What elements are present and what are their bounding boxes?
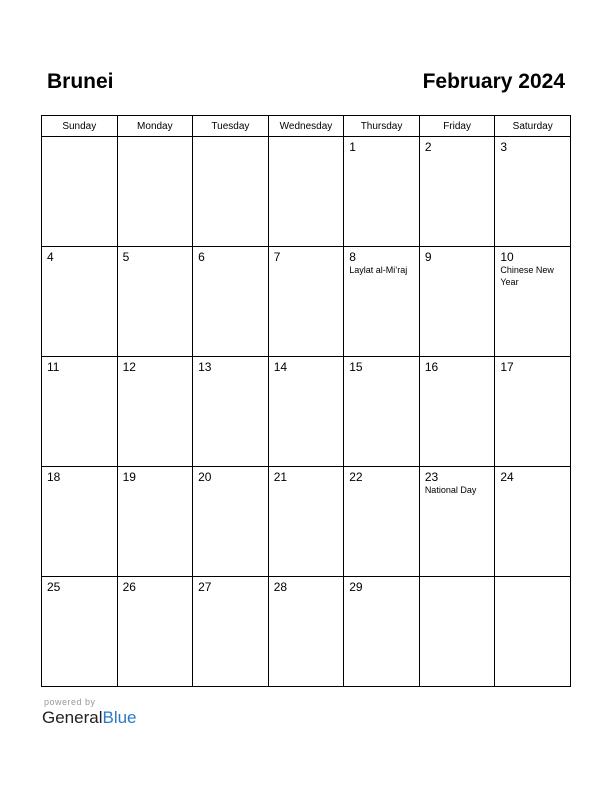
day-cell xyxy=(419,247,495,357)
day-cell xyxy=(117,247,193,357)
footer-branding xyxy=(42,697,137,728)
day-number: 5 xyxy=(122,250,130,264)
day-number xyxy=(42,137,117,140)
day-number: 28 xyxy=(273,580,288,594)
day-number: 22 xyxy=(349,470,363,484)
day-number xyxy=(495,577,570,580)
day-cell xyxy=(495,577,571,687)
day-cell xyxy=(344,357,420,467)
day-cell xyxy=(268,467,344,577)
day-number: 23 xyxy=(424,470,439,484)
day-cell xyxy=(419,137,495,247)
calendar-grid xyxy=(41,115,571,687)
day-cell xyxy=(42,137,118,247)
calendar-body xyxy=(42,137,571,687)
day-cell xyxy=(117,137,193,247)
month-title: February 2024 xyxy=(422,70,565,93)
day-number xyxy=(118,137,193,140)
day-cell xyxy=(117,467,193,577)
day-number: 4 xyxy=(47,250,54,264)
day-number: 16 xyxy=(424,360,439,374)
week-row xyxy=(42,247,571,357)
day-number: 11 xyxy=(47,360,60,374)
day-cell xyxy=(193,247,269,357)
week-row xyxy=(42,357,571,467)
day-cell xyxy=(268,577,344,687)
weekday-header: Saturday xyxy=(495,116,571,137)
day-number: 19 xyxy=(122,470,136,484)
day-number: 27 xyxy=(198,580,212,594)
day-cell xyxy=(42,467,118,577)
weekday-header: Tuesday xyxy=(193,116,269,137)
week-row xyxy=(42,467,571,577)
day-cell xyxy=(344,247,420,357)
brand-general: General xyxy=(42,708,103,727)
day-number: 25 xyxy=(47,580,61,594)
generalblue-logo xyxy=(42,708,137,728)
day-cell xyxy=(117,357,193,467)
holiday-label: National Day xyxy=(424,485,477,495)
day-cell xyxy=(117,577,193,687)
day-number: 17 xyxy=(500,360,514,374)
day-cell xyxy=(193,577,269,687)
day-number xyxy=(420,577,495,580)
brand-blue: Blue xyxy=(102,708,137,727)
week-row xyxy=(42,137,571,247)
day-number xyxy=(269,137,344,140)
day-number: 12 xyxy=(122,360,136,374)
day-number: 10 xyxy=(500,250,514,264)
day-number: 8 xyxy=(349,250,356,264)
day-number: 14 xyxy=(273,360,288,374)
day-number: 1 xyxy=(349,140,356,154)
day-cell xyxy=(193,137,269,247)
day-cell xyxy=(495,357,571,467)
powered-by-text: powered by xyxy=(44,697,96,707)
weekday-header: Wednesday xyxy=(268,116,344,137)
holiday-label: Chinese New Year xyxy=(500,265,554,287)
day-number: 7 xyxy=(273,250,281,264)
weekday-header: Thursday xyxy=(344,116,420,137)
day-number: 29 xyxy=(349,580,363,594)
day-cell xyxy=(419,357,495,467)
day-cell xyxy=(344,137,420,247)
weekday-header: Friday xyxy=(419,116,495,137)
day-number: 26 xyxy=(122,580,136,594)
day-number: 20 xyxy=(198,470,212,484)
day-number xyxy=(193,137,268,140)
day-cell xyxy=(419,577,495,687)
holiday-label: Laylat al-Mi’raj xyxy=(349,265,408,275)
day-cell xyxy=(495,247,571,357)
day-cell xyxy=(495,467,571,577)
day-cell xyxy=(419,467,495,577)
day-cell xyxy=(344,577,420,687)
day-number: 13 xyxy=(198,360,212,374)
week-row xyxy=(42,577,571,687)
day-number: 2 xyxy=(424,140,432,154)
weekday-header-row xyxy=(42,116,571,137)
day-cell xyxy=(193,357,269,467)
day-cell xyxy=(495,137,571,247)
country-title: Brunei xyxy=(47,70,114,93)
day-number: 9 xyxy=(424,250,432,264)
day-number: 18 xyxy=(47,470,61,484)
day-cell xyxy=(42,577,118,687)
day-cell xyxy=(42,247,118,357)
day-cell xyxy=(268,357,344,467)
day-cell xyxy=(268,137,344,247)
day-cell xyxy=(42,357,118,467)
day-cell xyxy=(344,467,420,577)
day-cell xyxy=(268,247,344,357)
day-number: 3 xyxy=(500,140,508,154)
weekday-header: Monday xyxy=(117,116,193,137)
day-number: 6 xyxy=(198,250,205,264)
day-cell xyxy=(193,467,269,577)
day-number: 24 xyxy=(500,470,514,484)
day-number: 15 xyxy=(349,360,363,374)
day-number: 21 xyxy=(273,470,288,484)
weekday-header: Sunday xyxy=(42,116,118,137)
